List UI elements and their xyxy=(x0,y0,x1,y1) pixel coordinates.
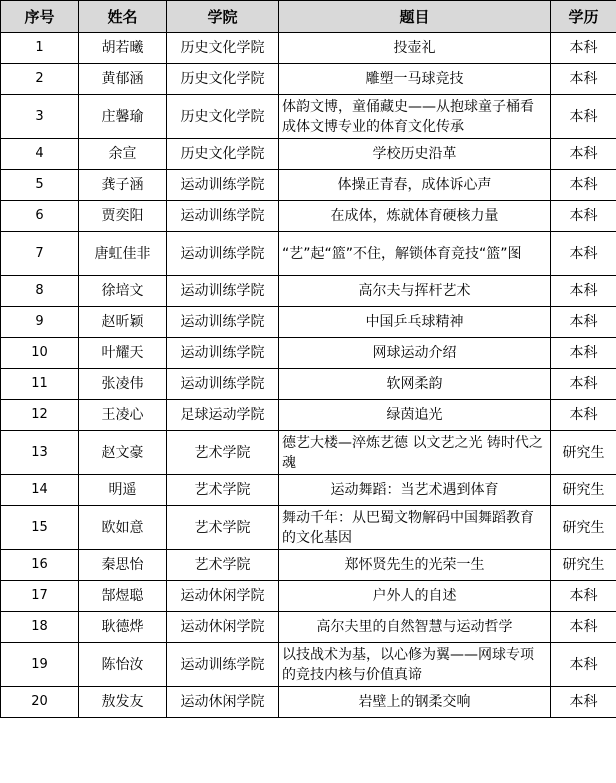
cell-school: 运动休闲学院 xyxy=(167,581,279,612)
cell-degree: 本科 xyxy=(551,581,616,612)
cell-title: “艺”起“篮”不住，解锁体育竞技“篮”图 xyxy=(279,232,551,276)
cell-no: 8 xyxy=(1,276,79,307)
cell-name: 胡若曦 xyxy=(79,33,167,64)
cell-degree: 研究生 xyxy=(551,475,616,506)
cell-degree: 本科 xyxy=(551,33,616,64)
cell-title: 户外人的自述 xyxy=(279,581,551,612)
cell-no: 12 xyxy=(1,400,79,431)
cell-no: 5 xyxy=(1,170,79,201)
cell-name: 陈怡汝 xyxy=(79,643,167,687)
cell-name: 明遥 xyxy=(79,475,167,506)
cell-degree: 本科 xyxy=(551,232,616,276)
cell-name: 耿德烨 xyxy=(79,612,167,643)
table-row xyxy=(1,64,616,95)
cell-school: 运动休闲学院 xyxy=(167,612,279,643)
cell-name: 龚子涵 xyxy=(79,170,167,201)
cell-no: 14 xyxy=(1,475,79,506)
cell-degree: 本科 xyxy=(551,64,616,95)
cell-name: 秦思怡 xyxy=(79,550,167,581)
cell-no: 11 xyxy=(1,369,79,400)
cell-no: 19 xyxy=(1,643,79,687)
cell-degree: 本科 xyxy=(551,307,616,338)
cell-name: 敖发友 xyxy=(79,687,167,718)
cell-name: 欧如意 xyxy=(79,506,167,550)
cell-school: 运动训练学院 xyxy=(167,276,279,307)
table-body xyxy=(1,33,616,718)
cell-no: 20 xyxy=(1,687,79,718)
cell-title: 中国乒乓球精神 xyxy=(279,307,551,338)
table-row xyxy=(1,201,616,232)
cell-no: 1 xyxy=(1,33,79,64)
cell-title: 岩壁上的钢柔交响 xyxy=(279,687,551,718)
cell-name: 余宣 xyxy=(79,139,167,170)
cell-name: 赵文豪 xyxy=(79,431,167,475)
table-row xyxy=(1,475,616,506)
cell-title: 高尔夫里的自然智慧与运动哲学 xyxy=(279,612,551,643)
cell-no: 10 xyxy=(1,338,79,369)
cell-school: 运动训练学院 xyxy=(167,643,279,687)
table-row xyxy=(1,95,616,139)
cell-school: 艺术学院 xyxy=(167,550,279,581)
cell-no: 18 xyxy=(1,612,79,643)
cell-title: 运动舞蹈：当艺术遇到体育 xyxy=(279,475,551,506)
cell-no: 17 xyxy=(1,581,79,612)
cell-no: 9 xyxy=(1,307,79,338)
cell-school: 运动训练学院 xyxy=(167,170,279,201)
cell-school: 运动训练学院 xyxy=(167,338,279,369)
cell-name: 徐培文 xyxy=(79,276,167,307)
cell-school: 运动训练学院 xyxy=(167,232,279,276)
cell-school: 运动训练学院 xyxy=(167,369,279,400)
table-header xyxy=(1,1,616,33)
cell-name: 庄馨瑜 xyxy=(79,95,167,139)
table-row xyxy=(1,550,616,581)
cell-degree: 本科 xyxy=(551,400,616,431)
cell-name: 贾奕阳 xyxy=(79,201,167,232)
header-row xyxy=(1,1,616,33)
table-row xyxy=(1,687,616,718)
cell-title: 雕塑一马球竞技 xyxy=(279,64,551,95)
header-school: 学院 xyxy=(167,1,279,33)
cell-no: 2 xyxy=(1,64,79,95)
cell-title: 软网柔韵 xyxy=(279,369,551,400)
cell-title: 以技战术为基，以心修为翼——网球专项的竞技内核与价值真谛 xyxy=(279,643,551,687)
cell-degree: 本科 xyxy=(551,338,616,369)
cell-degree: 研究生 xyxy=(551,431,616,475)
cell-title: 舞动千年：从巴蜀文物解码中国舞蹈教育的文化基因 xyxy=(279,506,551,550)
header-title: 题目 xyxy=(279,1,551,33)
header-name: 姓名 xyxy=(79,1,167,33)
cell-no: 4 xyxy=(1,139,79,170)
cell-no: 16 xyxy=(1,550,79,581)
cell-title: 高尔夫与挥杆艺术 xyxy=(279,276,551,307)
cell-school: 运动训练学院 xyxy=(167,201,279,232)
cell-title: 德艺大楼—淬炼艺德 以文艺之光 铸时代之魂 xyxy=(279,431,551,475)
table-row xyxy=(1,612,616,643)
cell-no: 7 xyxy=(1,232,79,276)
cell-title: 投壶礼 xyxy=(279,33,551,64)
header-no: 序号 xyxy=(1,1,79,33)
cell-title: 郑怀贤先生的光荣一生 xyxy=(279,550,551,581)
cell-title: 在成体，炼就体育硬核力量 xyxy=(279,201,551,232)
cell-no: 13 xyxy=(1,431,79,475)
cell-school: 历史文化学院 xyxy=(167,33,279,64)
cell-degree: 本科 xyxy=(551,643,616,687)
table-row xyxy=(1,431,616,475)
table-row xyxy=(1,232,616,276)
cell-school: 足球运动学院 xyxy=(167,400,279,431)
cell-school: 艺术学院 xyxy=(167,475,279,506)
cell-school: 历史文化学院 xyxy=(167,139,279,170)
cell-name: 郜煜聪 xyxy=(79,581,167,612)
cell-title: 体韵文博，童俑藏史——从抱球童子桶看成体文博专业的体育文化传承 xyxy=(279,95,551,139)
table-row xyxy=(1,643,616,687)
cell-no: 15 xyxy=(1,506,79,550)
cell-title: 体操正青春，成体诉心声 xyxy=(279,170,551,201)
cell-degree: 本科 xyxy=(551,687,616,718)
cell-name: 张凌伟 xyxy=(79,369,167,400)
cell-name: 王凌心 xyxy=(79,400,167,431)
cell-degree: 本科 xyxy=(551,170,616,201)
cell-name: 叶耀天 xyxy=(79,338,167,369)
cell-title: 绿茵追光 xyxy=(279,400,551,431)
table-row xyxy=(1,33,616,64)
cell-name: 赵昕颖 xyxy=(79,307,167,338)
table-row xyxy=(1,307,616,338)
cell-degree: 本科 xyxy=(551,139,616,170)
header-degree: 学历 xyxy=(551,1,616,33)
table-row xyxy=(1,581,616,612)
cell-degree: 本科 xyxy=(551,369,616,400)
cell-no: 3 xyxy=(1,95,79,139)
cell-no: 6 xyxy=(1,201,79,232)
cell-school: 运动训练学院 xyxy=(167,307,279,338)
table-row xyxy=(1,139,616,170)
cell-school: 运动休闲学院 xyxy=(167,687,279,718)
cell-school: 历史文化学院 xyxy=(167,95,279,139)
cell-degree: 本科 xyxy=(551,95,616,139)
cell-degree: 研究生 xyxy=(551,506,616,550)
table-row xyxy=(1,276,616,307)
cell-title: 学校历史沿革 xyxy=(279,139,551,170)
cell-school: 艺术学院 xyxy=(167,506,279,550)
cell-name: 黄郁涵 xyxy=(79,64,167,95)
cell-degree: 研究生 xyxy=(551,550,616,581)
table-row xyxy=(1,506,616,550)
table-row xyxy=(1,369,616,400)
cell-degree: 本科 xyxy=(551,612,616,643)
cell-degree: 本科 xyxy=(551,201,616,232)
cell-school: 历史文化学院 xyxy=(167,64,279,95)
table-row xyxy=(1,400,616,431)
cell-school: 艺术学院 xyxy=(167,431,279,475)
table-row xyxy=(1,170,616,201)
cell-degree: 本科 xyxy=(551,276,616,307)
cell-title: 网球运动介绍 xyxy=(279,338,551,369)
cell-name: 唐虹佳非 xyxy=(79,232,167,276)
table-row xyxy=(1,338,616,369)
